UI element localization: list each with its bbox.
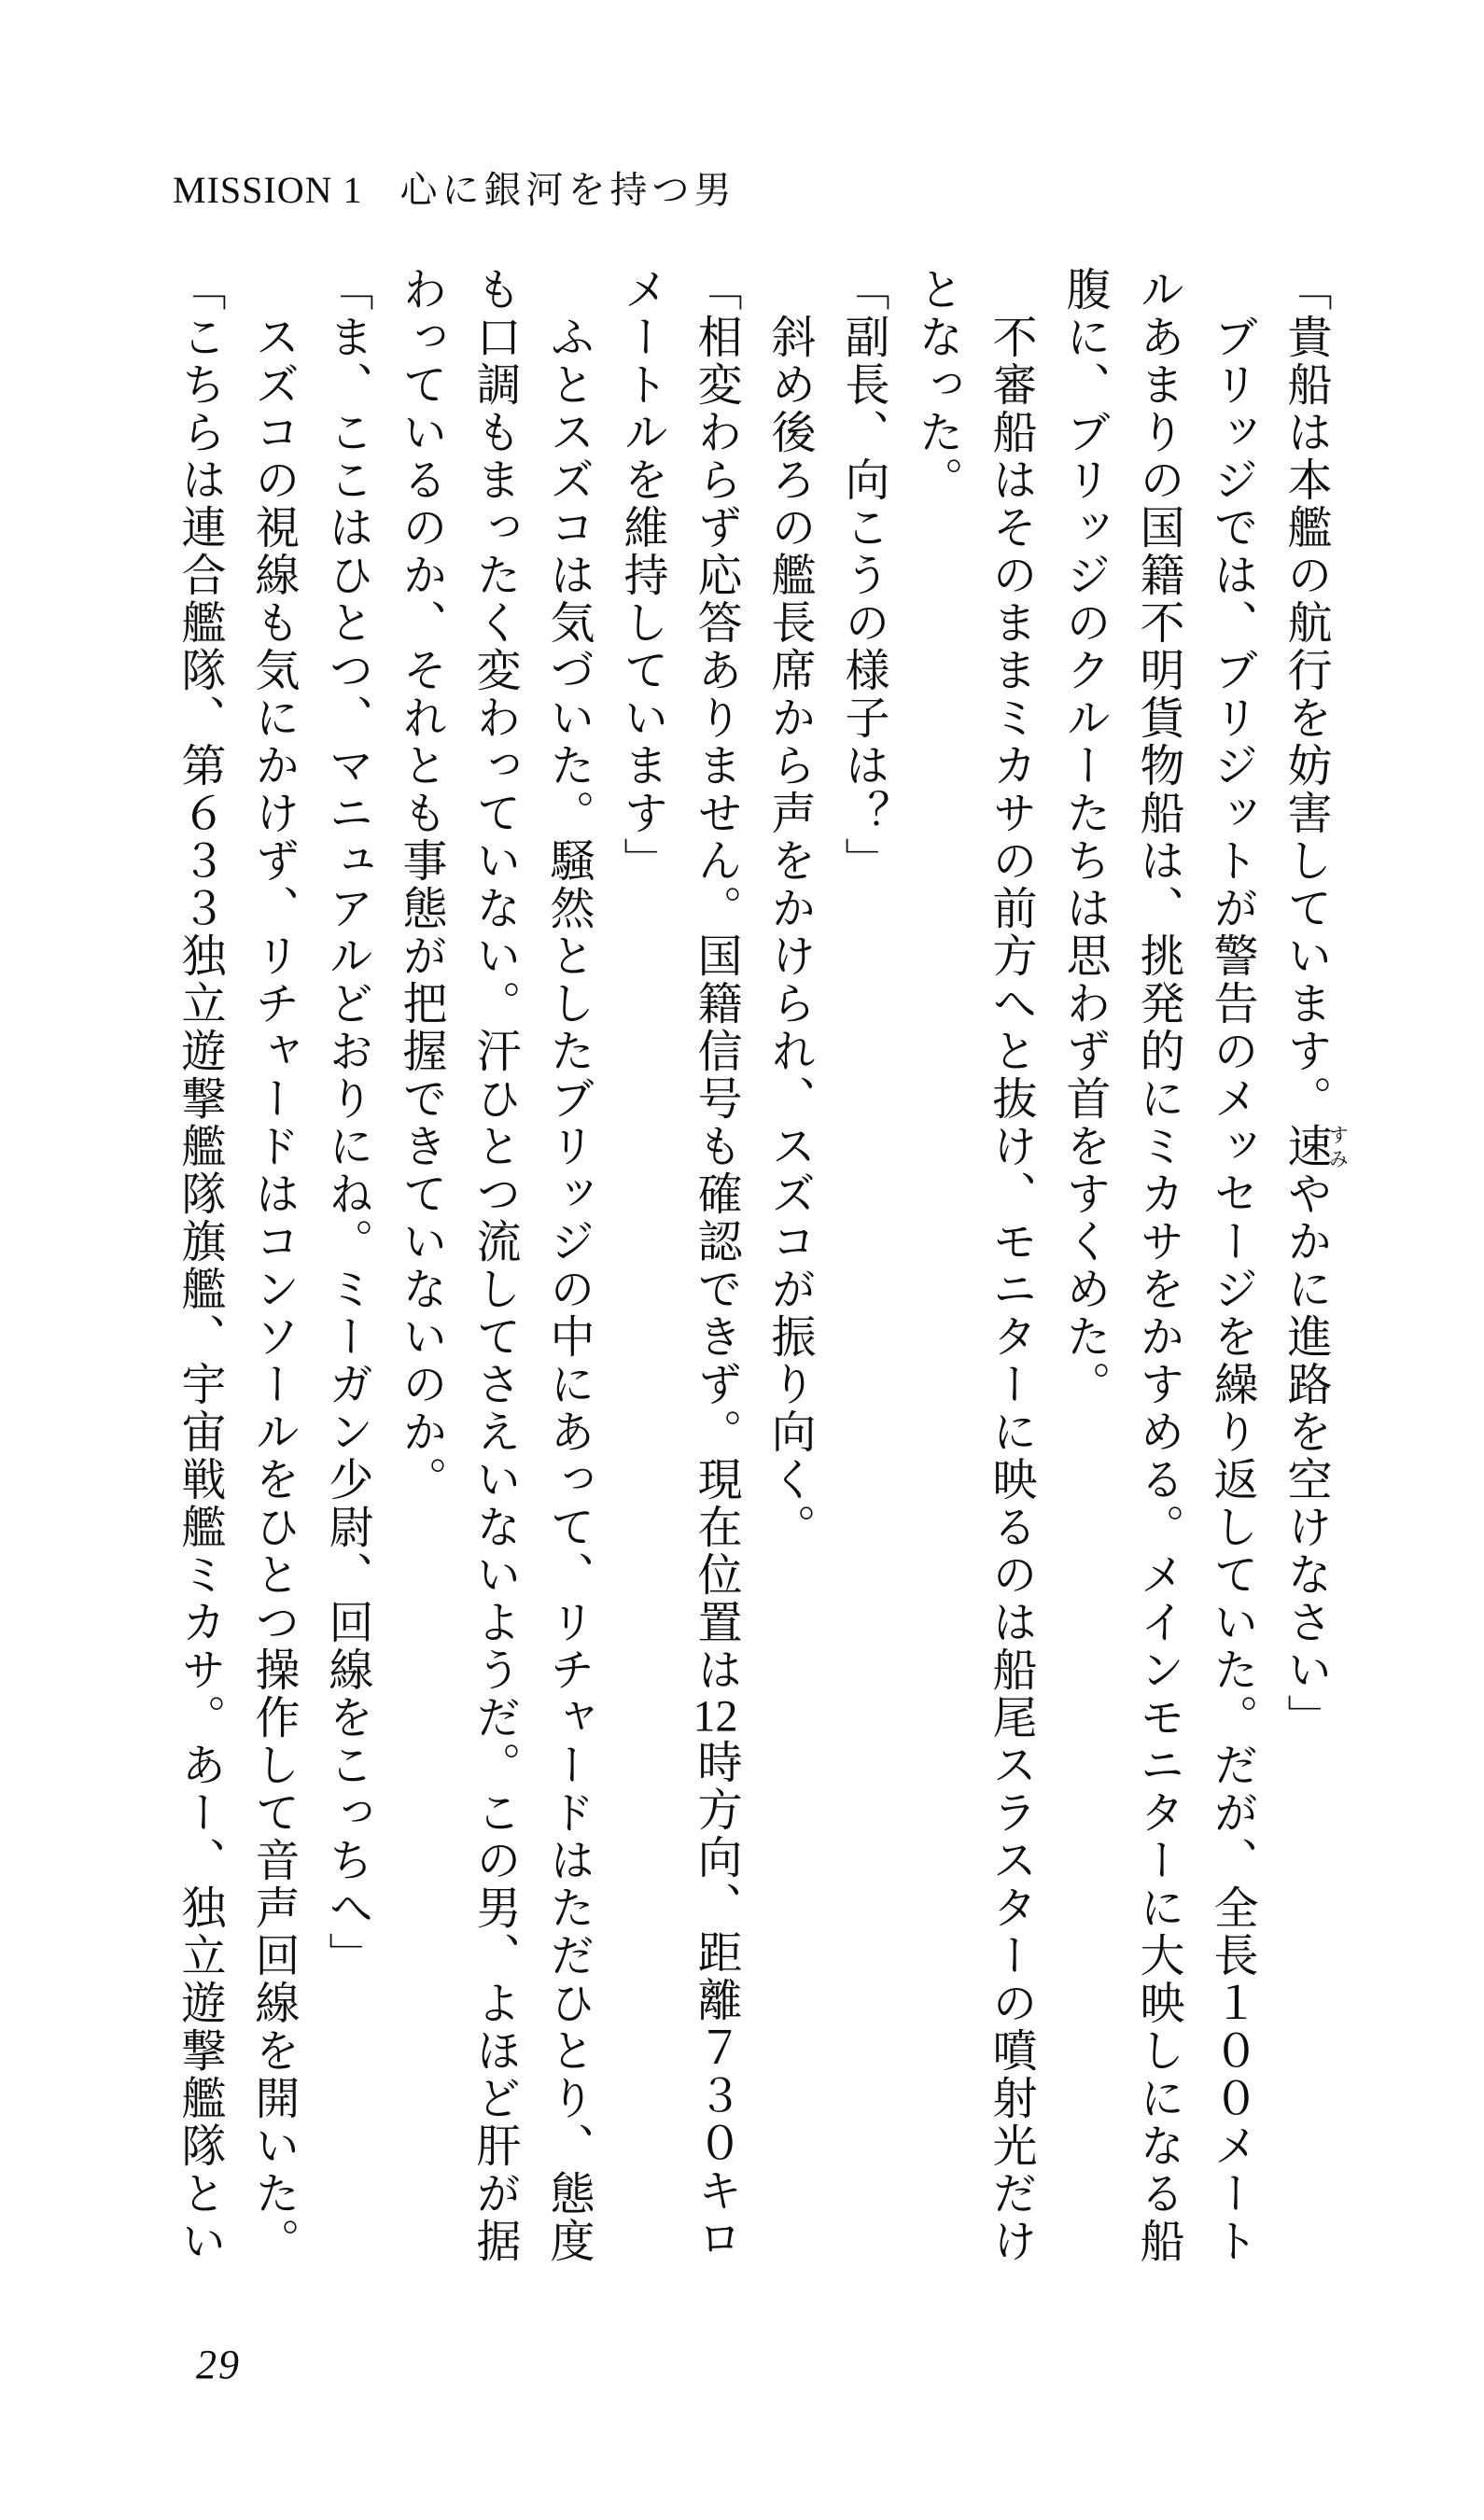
text-column-14: 「ま、ここはひとつ、マニュアルどおりにね。ミーガン少尉、回線をこっちへ」 (322, 266, 371, 1980)
column-text: やかに進路を空けなさい」 (1281, 1170, 1330, 1742)
column-text: 「相変わらず応答ありません。国籍信号も確認できず。現在位置は (691, 266, 740, 1694)
text-column-04: 腹に、ブリッジのクルーたちは思わず首をすくめた。 (1059, 266, 1109, 1408)
text-column-11: ふとスズコは気づいた。騒然としたブリッジの中にあって、リチャードはただひとり、態度 (543, 314, 593, 2265)
text-column-07: 「副長、向こうの様子は？」 (838, 266, 888, 885)
mission-number-label: MISSION 1 (173, 169, 363, 211)
column-text: 時方向、距離７３０キロ (691, 1739, 740, 2262)
text-column-03: ルあまりの国籍不明貨物船は、挑発的にミカサをかすめる。メインモニターに大映しになる船 (1133, 266, 1183, 2265)
ruby-text: すみ (1326, 1123, 1350, 1170)
ruby-base: 速 (1281, 1123, 1330, 1170)
text-column-02: ブリッジでは、ブリジットが警告のメッセージを繰り返していた。だが、全長１００メート (1207, 314, 1256, 2265)
chapter-title: 心に銀河を持つ男 (399, 169, 736, 211)
text-column-05: 不審船はそのままミカサの前方へと抜け、モニターに映るのは船尾スラスターの噴射光だけ (986, 314, 1035, 2265)
text-column-10: メートルを維持しています」 (617, 266, 666, 885)
page-number: 29 (196, 2342, 241, 2387)
text-column-13: わっているのか、それとも事態が把握できていないのか。 (396, 266, 445, 1504)
text-column-08: 斜め後ろの艦長席から声をかけられ、スズコが振り向く。 (764, 314, 814, 1551)
text-column-06: となった。 (912, 266, 961, 504)
text-column-16: 「こちらは連合艦隊、第６３３独立遊撃艦隊旗艦、宇宙戦艦ミカサ。あー、独立遊撃艦隊とい (175, 266, 224, 2265)
running-header (173, 161, 735, 214)
text-column-12: も口調もまったく変わっていない。汗ひとつ流してさえいないようだ。この男、よほど肝が据 (469, 266, 519, 2265)
column-text: 「貴船は本艦の航行を妨害しています。 (1281, 266, 1330, 1123)
text-column-15: スズコの視線も気にかけず、リチャードはコンソールをひとつ操作して音声回線を開いた。 (248, 314, 298, 2265)
tatechuyoko-12: 12 (693, 1694, 738, 1739)
furigana-ruby (1281, 1123, 1350, 1170)
text-column-01 (1279, 266, 1349, 1742)
text-column-09 (689, 266, 741, 2262)
